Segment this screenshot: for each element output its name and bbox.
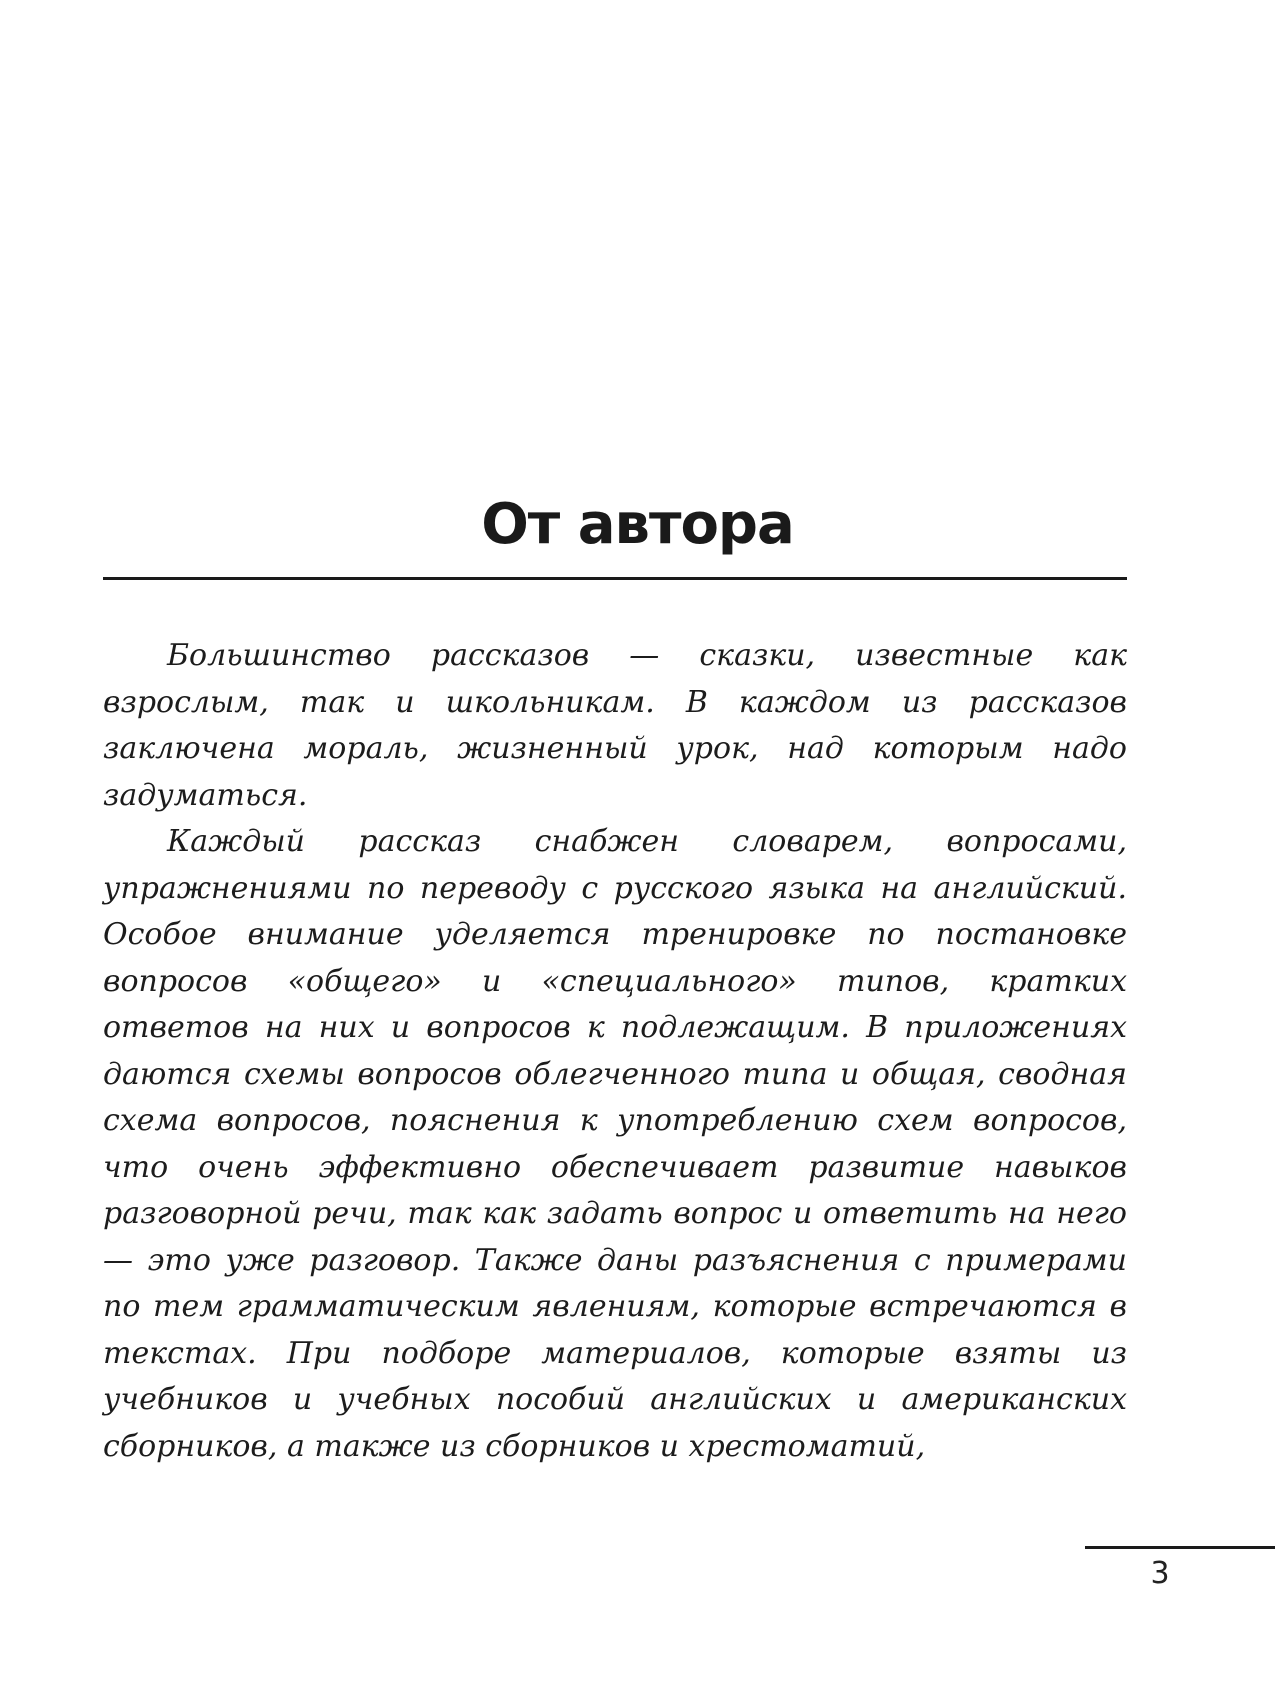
page-number: 3: [1150, 1556, 1170, 1591]
footer-rule: [1085, 1546, 1275, 1549]
paragraph-1: Большинство рассказов — сказки, известные как взрослым, так и школьникам. В каждом из рассказов заключена мораль, жизненный урок, над которым надо задуматься.: [103, 638, 1127, 813]
body-text: [103, 633, 1127, 1470]
paragraph-2: Каждый рассказ снабжен словарем, вопросами, упражнениями по переводу с русского языка на английский. Особое внимание уделяется тренировке по постановке вопросов «общего» и «специального» типов, кратких ответов на них и вопросов к подлежащим. В приложениях даются схемы вопросов облегченного типа и общая, сводная схема вопросов, пояснения к употреблению схем вопросов, что очень эффективно обеспечивает развитие навыков разговорной речи, так как задать вопрос и ответить на него — это уже разговор. Также даны разъяснения с примерами по тем грамматическим явлениям, которые встречаются в текстах. При подборе материалов, которые взяты из учебников и учебных пособий английских и американских сборников, а также из сборников и хрестоматий,: [103, 824, 1127, 1464]
page-title: От автора: [481, 492, 794, 557]
title-underline: [103, 577, 1127, 580]
